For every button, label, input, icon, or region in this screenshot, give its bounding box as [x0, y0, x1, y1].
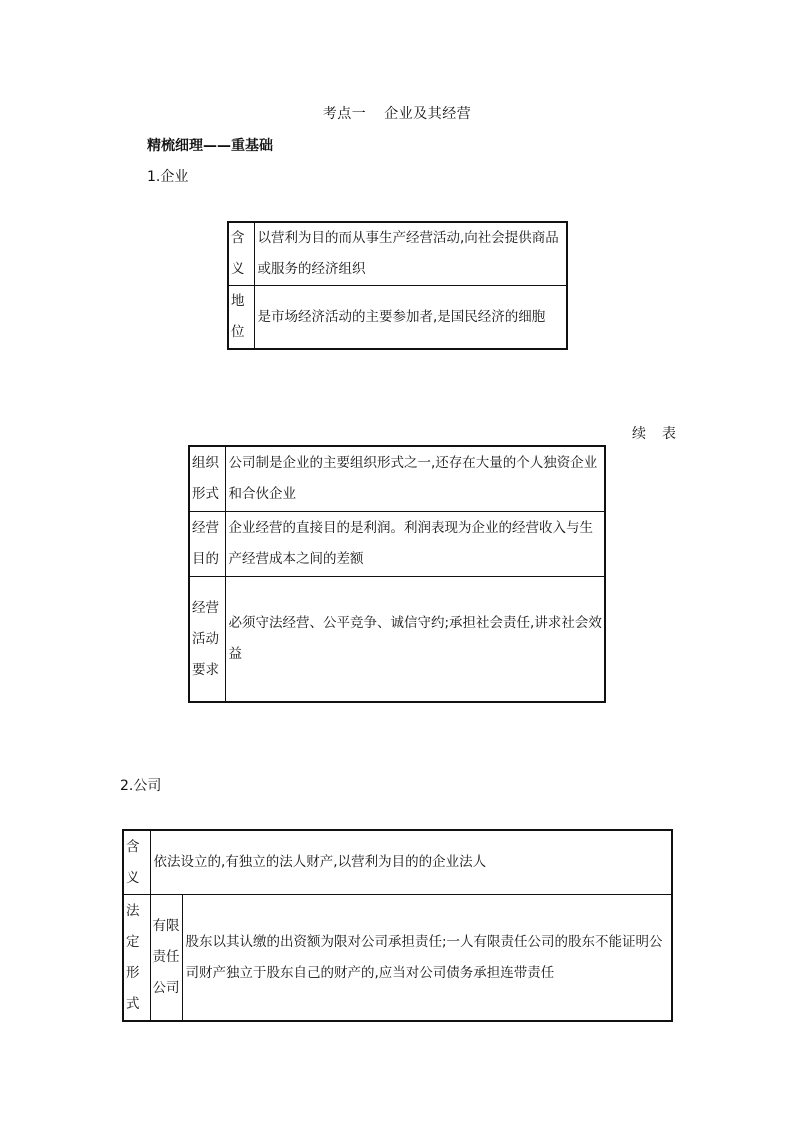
row-label: 含义	[123, 830, 150, 895]
page-title	[0, 103, 794, 123]
section-2-label: 2.公司	[120, 778, 162, 794]
row-label: 经营活动要求	[189, 577, 225, 703]
subheading: 精梳细理——重基础	[147, 138, 273, 154]
row-content: 公司制是企业的主要组织形式之一,还存在大量的个人独资企业和合伙企业	[225, 446, 605, 512]
row-label: 法定形式	[123, 895, 150, 1022]
row-sublabel: 有限责任公司	[150, 895, 182, 1022]
row-label: 地位	[228, 286, 254, 350]
company-table	[122, 829, 673, 1022]
table-row	[189, 446, 605, 512]
table-row	[123, 895, 672, 1022]
row-label: 经营目的	[189, 512, 225, 577]
row-content: 股东以其认缴的出资额为限对公司承担责任;一人有限责任公司的股东不能证明公司财产独立于股东自己的财产的,应当对公司债务承担连带责任	[182, 895, 672, 1022]
continued-part-2: 表	[662, 426, 676, 442]
row-content: 必须守法经营、公平竞争、诚信守约;承担社会责任,讲求社会效益	[225, 577, 605, 703]
title-part-2: 企业及其经营	[384, 106, 472, 122]
row-content: 以营利为目的而从事生产经营活动,向社会提供商品或服务的经济组织	[254, 222, 567, 286]
row-content: 依法设立的,有独立的法人财产,以营利为目的的企业法人	[150, 830, 672, 895]
enterprise-table-continued	[188, 445, 606, 703]
enterprise-table	[227, 221, 568, 350]
table-row	[189, 577, 605, 703]
continued-part-1: 续	[632, 426, 646, 442]
continued-label	[632, 423, 676, 443]
row-label: 组织形式	[189, 446, 225, 512]
row-content: 企业经营的直接目的是利润。利润表现为企业的经营收入与生产经营成本之间的差额	[225, 512, 605, 577]
table-row	[228, 286, 567, 350]
table-row	[189, 512, 605, 577]
section-1-label: 1.企业	[147, 169, 189, 185]
table-row	[228, 222, 567, 286]
title-part-1: 考点一	[322, 106, 367, 122]
table-row	[123, 830, 672, 895]
row-content: 是市场经济活动的主要参加者,是国民经济的细胞	[254, 286, 567, 350]
row-label: 含义	[228, 222, 254, 286]
